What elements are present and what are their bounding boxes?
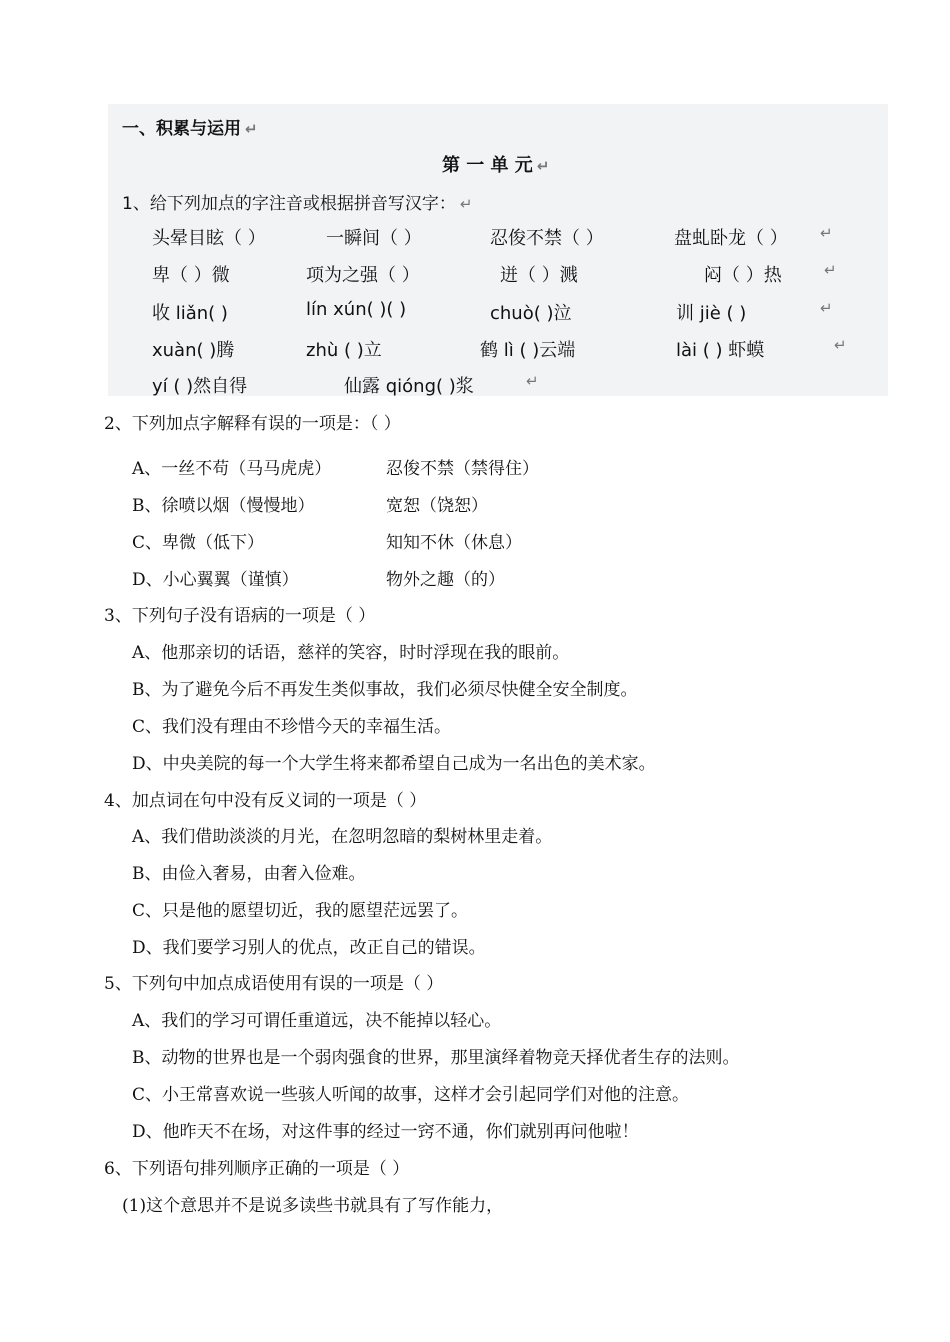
q1-item: 盘虬卧龙（ ） bbox=[674, 228, 788, 249]
q5-option-d: D、他昨天不在场，对这件事的经过一窍不通，你们就别再问他啦！ bbox=[132, 1122, 639, 1142]
q1-item: zhù ( )立 bbox=[306, 340, 382, 361]
q5-option-c: C、小王常喜欢说一些骇人听闻的故事，这样才会引起同学们对他的注意。 bbox=[132, 1085, 690, 1105]
q1-stem bbox=[122, 189, 472, 214]
q4-option-b: B、由俭入奢易，由奢入俭难。 bbox=[132, 864, 366, 884]
q5-option-b: B、动物的世界也是一个弱肉强食的世界，那里演绎着物竞天择优者生存的法则。 bbox=[132, 1048, 740, 1068]
return-mark: ↵ bbox=[834, 336, 847, 354]
return-mark: ↵ bbox=[245, 120, 258, 138]
q2-option-c-right: 知知不休（休息） bbox=[386, 533, 522, 553]
return-mark: ↵ bbox=[459, 195, 473, 213]
q3-option-c: C、我们没有理由不珍惜今天的幸福生活。 bbox=[132, 717, 452, 737]
return-mark: ↵ bbox=[820, 224, 833, 242]
q3-option-b: B、为了避免今后不再发生类似事故，我们必须尽快健全安全制度。 bbox=[132, 680, 638, 700]
q2-option-a-right: 忍俊不禁（禁得住） bbox=[386, 459, 539, 479]
return-mark: ↵ bbox=[824, 261, 837, 279]
q4-option-a: A、我们借助淡淡的月光，在忽明忽暗的梨树林里走着。 bbox=[132, 827, 553, 847]
q1-item: 收 liǎn( ) bbox=[152, 303, 228, 324]
unit-title bbox=[442, 151, 549, 177]
q1-stem-text: 1、给下列加点的字注音或根据拼音写汉字： bbox=[122, 194, 456, 214]
q3-stem: 3、下列句子没有语病的一项是（ ） bbox=[104, 606, 376, 626]
return-mark: ↵ bbox=[526, 372, 539, 390]
q1-item: lài ( ) 虾蟆 bbox=[676, 340, 765, 361]
unit-title-text: 第 一 单 元 bbox=[442, 155, 533, 176]
q2-option-c-left: C、卑微（低下） bbox=[132, 533, 265, 553]
q3-option-a: A、他那亲切的话语，慈祥的笑容，时时浮现在我的眼前。 bbox=[132, 643, 570, 663]
section-title bbox=[122, 114, 258, 139]
q2-option-d-right: 物外之趣（的） bbox=[386, 570, 505, 590]
q2-stem: 2、下列加点字解释有误的一项是：（ ） bbox=[104, 414, 401, 434]
q1-item: 项为之强（ ） bbox=[306, 265, 420, 286]
return-mark: ↵ bbox=[536, 157, 550, 175]
q4-option-d: D、我们要学习别人的优点，改正自己的错误。 bbox=[132, 938, 486, 958]
q6-stem: 6、下列语句排列顺序正确的一项是（ ） bbox=[104, 1159, 410, 1179]
q1-item: 鹤 lì ( )云端 bbox=[480, 340, 576, 361]
q1-item: 卑（ ）微 bbox=[152, 265, 230, 286]
q4-stem: 4、加点词在句中没有反义词的一项是（ ） bbox=[104, 791, 427, 811]
q1-item: 迸（ ）溅 bbox=[500, 265, 578, 286]
q1-item: 训 jiè ( ) bbox=[676, 303, 747, 324]
q1-item: lín xún( )( ) bbox=[306, 299, 407, 320]
q1-item: 一瞬间（ ） bbox=[326, 228, 422, 249]
q2-option-a-left: A、一丝不苟（马马虎虎） bbox=[132, 459, 332, 479]
q2-option-d-left: D、小心翼翼（谨慎） bbox=[132, 570, 299, 590]
q2-option-b-right: 宽恕（饶恕） bbox=[386, 496, 488, 516]
q1-item: xuàn( )腾 bbox=[152, 340, 235, 361]
q1-item: 仙露 qióng( )浆 bbox=[344, 376, 474, 397]
q4-option-c: C、只是他的愿望切近，我的愿望茫远罢了。 bbox=[132, 901, 469, 921]
q1-item: 头晕目眩（ ） bbox=[152, 228, 266, 249]
q1-item: 忍俊不禁（ ） bbox=[490, 228, 604, 249]
q1-item: yí ( )然自得 bbox=[152, 376, 248, 397]
q1-item: chuò( )泣 bbox=[490, 303, 572, 324]
q5-stem: 5、下列句中加点成语使用有误的一项是（ ） bbox=[104, 974, 444, 994]
q1-item: 闷（ ）热 bbox=[704, 265, 782, 286]
return-mark: ↵ bbox=[820, 299, 833, 317]
section-title-text: 一、积累与运用 bbox=[122, 119, 241, 139]
q2-option-b-left: B、徐喷以烟（慢慢地） bbox=[132, 496, 315, 516]
q3-option-d: D、中央美院的每一个大学生将来都希望自己成为一名出色的美术家。 bbox=[132, 754, 656, 774]
q6-item-1: (1)这个意思并不是说多读些书就具有了写作能力， bbox=[122, 1196, 504, 1216]
q5-option-a: A、我们的学习可谓任重道远，决不能掉以轻心。 bbox=[132, 1011, 502, 1031]
